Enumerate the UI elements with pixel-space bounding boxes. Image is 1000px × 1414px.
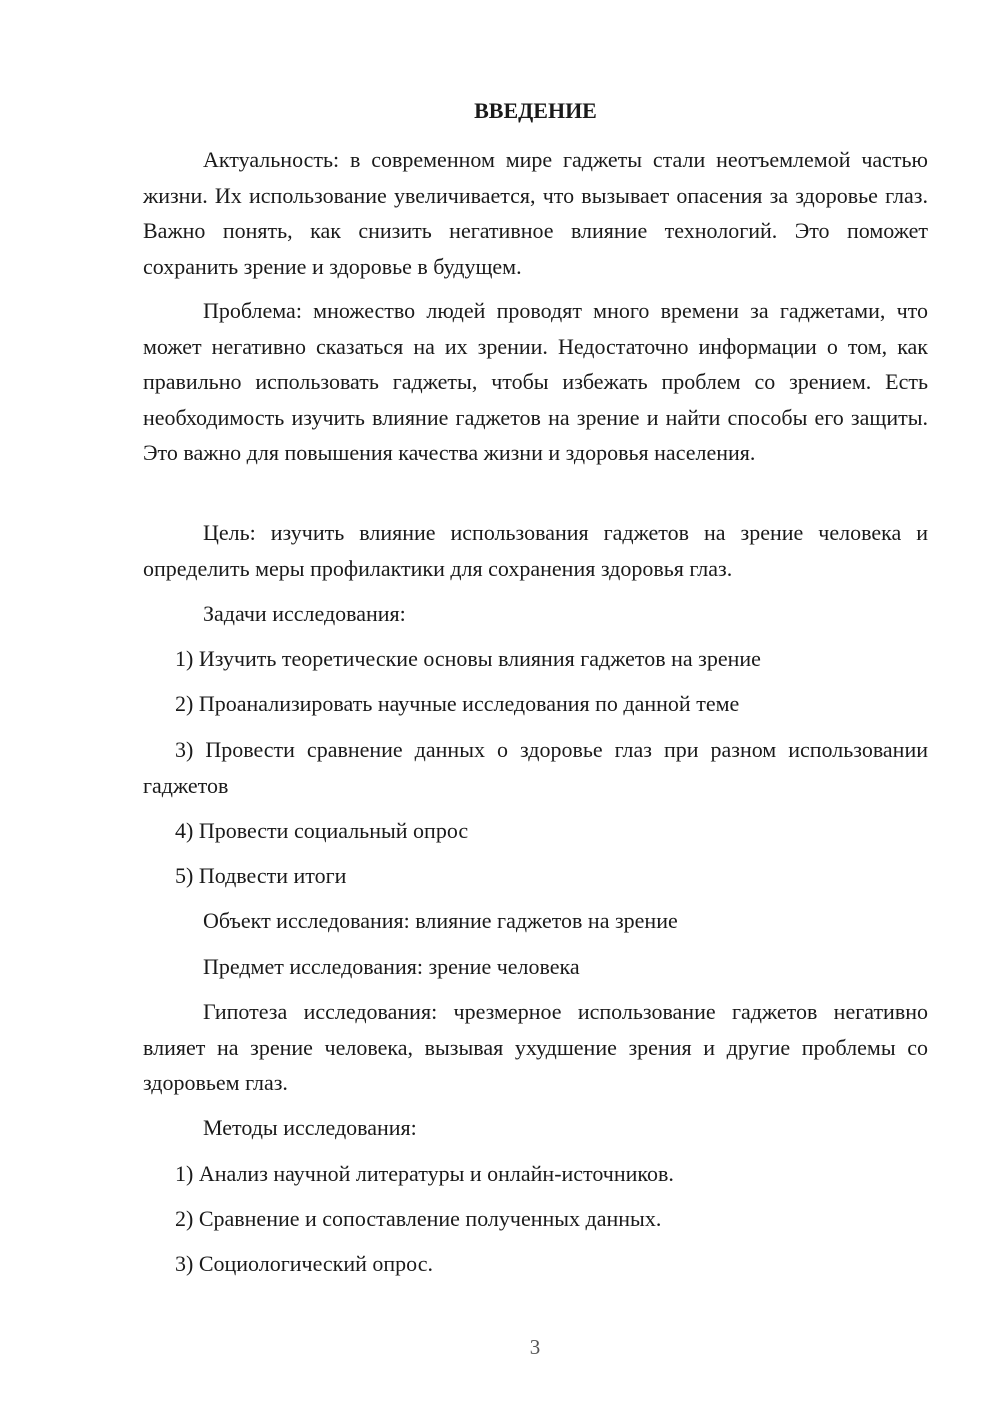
list-item-task-2: 2) Проанализировать научные исследования по данной теме bbox=[175, 691, 740, 716]
paragraph-hypothesis: Гипотеза исследования: чрезмерное использование гаджетов негативно влияет на зрение человека, вызывая ухудшение зрения и другие проблемы со здоровьем глаз. bbox=[143, 999, 928, 1095]
list-item-task-4: 4) Провести социальный опрос bbox=[175, 818, 469, 843]
list-item-method-3: 3) Социологический опрос. bbox=[175, 1251, 433, 1276]
page-title: ВВЕДЕНИЕ bbox=[474, 98, 597, 123]
paragraph-problem: Проблема: множество людей проводят много времени за гаджетами, что может негативно сказаться на их зрении. Недостаточно информации о том, как правильно использовать гаджеты, чтобы избежать проблем со зрением. Есть необходимость изучить влияние гаджетов на зрение и найти способы его защиты. Это важно для повышения качества жизни и здоровья населения. bbox=[143, 298, 928, 465]
paragraph-tasks-heading: Задачи исследования: bbox=[203, 601, 406, 626]
list-item-task-3: 3) Провести сравнение данных о здоровье глаз при разном использовании гаджетов bbox=[143, 737, 928, 798]
list-item-task-5: 5) Подвести итоги bbox=[175, 863, 347, 888]
paragraph-methods-heading: Методы исследования: bbox=[203, 1115, 417, 1140]
list-item-method-2: 2) Сравнение и сопоставление полученных данных. bbox=[175, 1206, 662, 1231]
list-item-method-1: 1) Анализ научной литературы и онлайн-источников. bbox=[175, 1161, 674, 1186]
paragraph-object: Объект исследования: влияние гаджетов на зрение bbox=[203, 908, 678, 933]
list-item-task-1: 1) Изучить теоретические основы влияния гаджетов на зрение bbox=[175, 646, 761, 671]
page-number: 3 bbox=[529, 1335, 541, 1359]
paragraph-relevance: Актуальность: в современном мире гаджеты стали неотъемлемой частью жизни. Их использование увеличивается, что вызывает опасения за здоровье глаз. Важно понять, как снизить негативное влияние технологий. Это поможет сохранить зрение и здоровье в будущем. bbox=[143, 147, 928, 279]
paragraph-goal: Цель: изучить влияние использования гаджетов на зрение человека и определить меры профилактики для сохранения здоровья глаз. bbox=[143, 520, 928, 581]
paragraph-subject: Предмет исследования: зрение человека bbox=[203, 954, 580, 979]
